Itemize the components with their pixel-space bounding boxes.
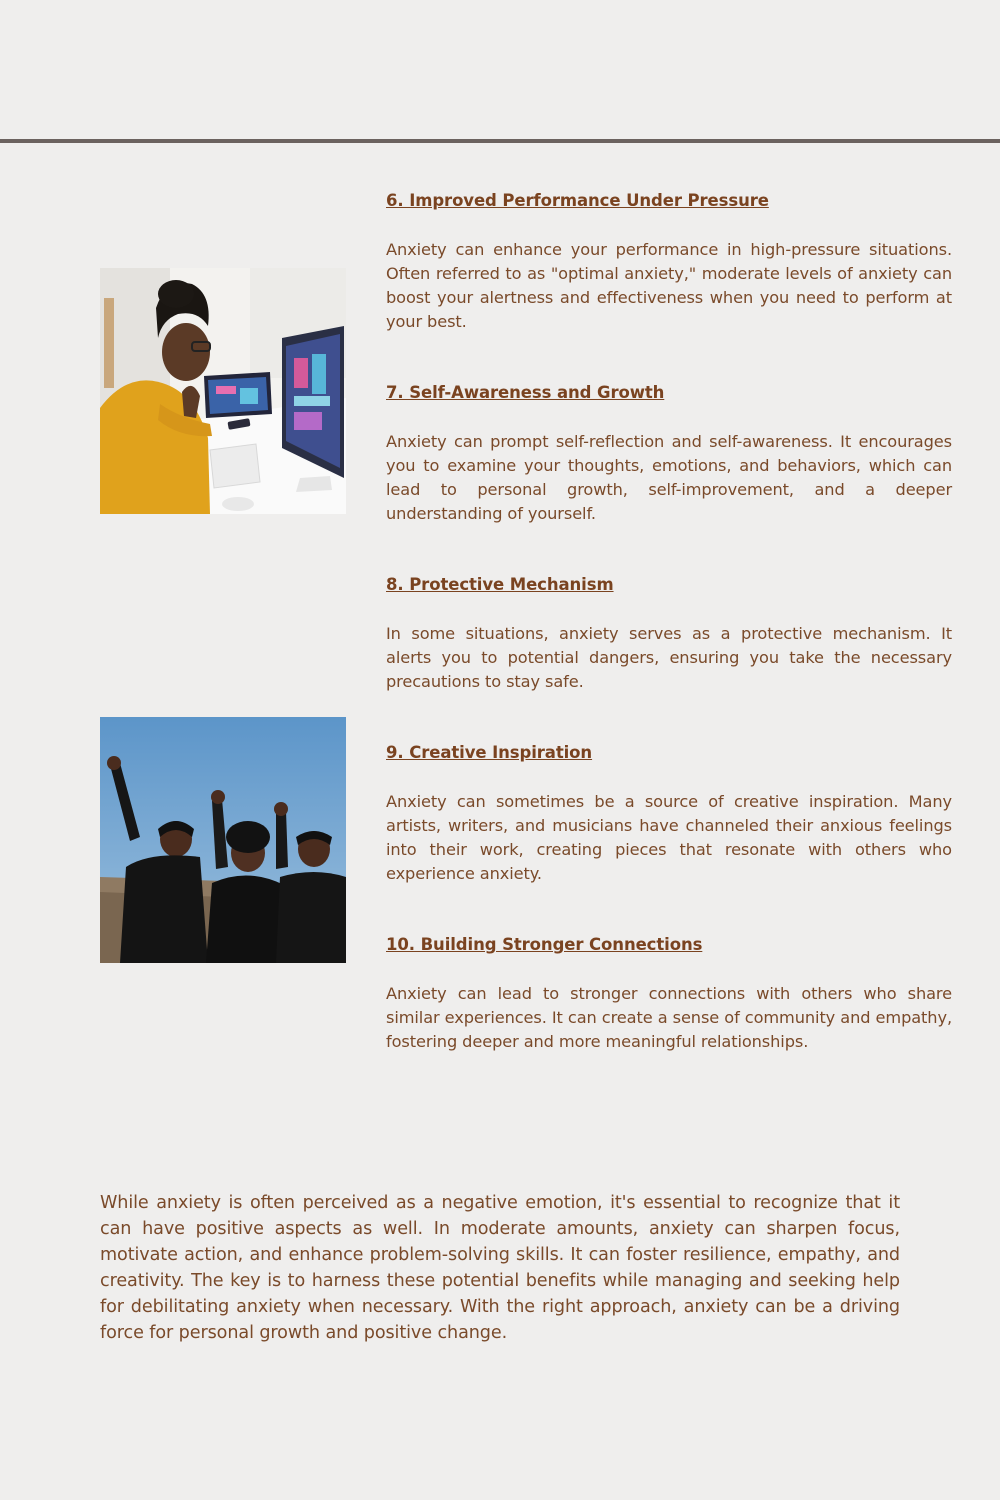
benefit-section-6 — [386, 190, 952, 334]
benefit-section-9 — [386, 742, 952, 886]
three-people-raised-fists-photo — [100, 717, 346, 963]
section-body: Anxiety can enhance your performance in high-pressure situations. Often referred to as "optimal anxiety," moderate levels of anxiety can boost your alertness and effectiveness when you need to perform at your best. — [386, 240, 952, 331]
section-heading: 9. Creative Inspiration — [386, 743, 593, 762]
top-divider — [0, 139, 1000, 143]
section-body: In some situations, anxiety serves as a protective mechanism. It alerts you to potential dangers, ensuring you take the necessary precautions to stay safe. — [386, 624, 952, 691]
section-body: Anxiety can sometimes be a source of creative inspiration. Many artists, writers, and musicians have channeled their anxious feelings into their work, creating pieces that resonate with others who experience anxiety. — [386, 792, 952, 883]
section-heading: 8. Protective Mechanism — [386, 575, 614, 594]
woman-working-at-computer-photo — [100, 268, 346, 514]
section-heading: 7. Self-Awareness and Growth — [386, 383, 665, 402]
benefit-section-7 — [386, 382, 952, 526]
section-body: Anxiety can prompt self-reflection and self-awareness. It encourages you to examine your thoughts, emotions, and behaviors, which can lead to personal growth, self-improvement, and a deeper understanding of yourself. — [386, 432, 952, 523]
benefit-section-8 — [386, 574, 952, 694]
conclusion-paragraph: While anxiety is often perceived as a negative emotion, it's essential to recognize that it can have positive aspects as well. In moderate amounts, anxiety can sharpen focus, motivate action, and enhance problem-solving skills. It can foster resilience, empathy, and creativity. The key is to harness these potential benefits while managing and seeking help for debilitating anxiety when necessary. With the right approach, anxiety can be a driving force for personal growth and positive change. — [100, 1193, 900, 1343]
benefit-section-10 — [386, 934, 952, 1054]
section-heading: 6. Improved Performance Under Pressure — [386, 191, 769, 210]
section-body: Anxiety can lead to stronger connections with others who share similar experiences. It can create a sense of community and empathy, fostering deeper and more meaningful relationships. — [386, 984, 952, 1051]
section-heading: 10. Building Stronger Connections — [386, 935, 703, 954]
